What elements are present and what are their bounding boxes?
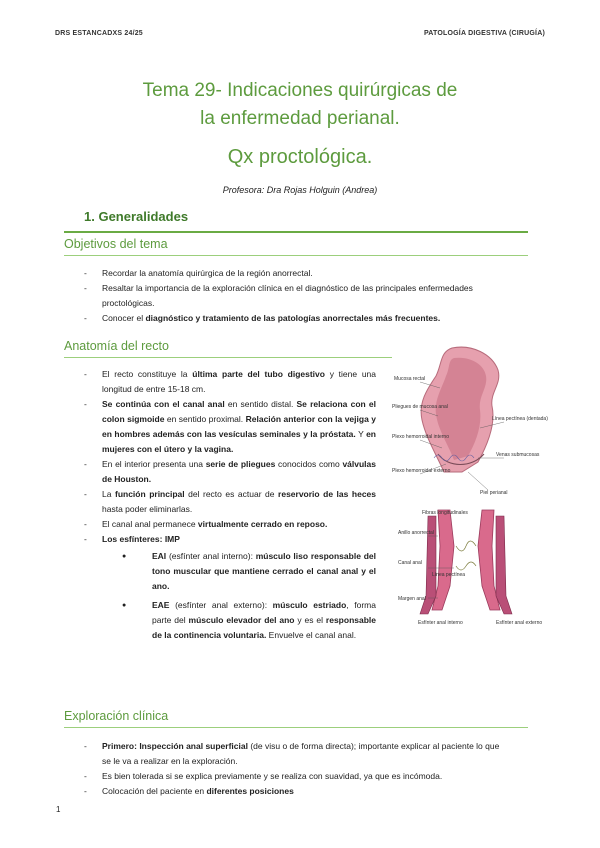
section-heading-generalidades: 1. Generalidades	[84, 209, 189, 224]
list-item: - La función principal del recto es actuar de reservorio de las heces hasta poder eliminarlas.	[64, 487, 376, 517]
rectum-anatomy-figure	[392, 344, 548, 496]
list-item: - Recordar la anatomía quirúrgica de la región anorrectal.	[64, 266, 504, 281]
fig2-label: Margen anal	[398, 596, 426, 602]
list-item: - En el interior presenta una serie de pliegues conocidos como válvulas de Houston.	[64, 457, 376, 487]
heading-objetivos: Objetivos del tema	[64, 237, 168, 251]
list-item: - Primero: Inspección anal superficial (de visu o de forma directa); importante explicar al paciente lo que se le va a realizar en la exploración.	[64, 739, 504, 769]
fig1-label: Venas submucosas	[496, 452, 540, 458]
list-item: - Los esfínteres: IMP ● EAI (esfínter anal interno): músculo liso responsable del tono muscular que mantiene cerrado el canal anal y el ano. ● EAE (esfínter anal externo): músculo estriado, forma parte del músculo elevador del ano y es el responsable de la continencia voluntaria. Envuelve el canal anal.	[64, 532, 376, 643]
list-item: - El recto constituye la última parte del tubo digestivo y tiene una longitud de entre 15-18 cm.	[64, 367, 376, 397]
heading-underline	[64, 255, 528, 256]
fig2-label: Canal anal	[398, 560, 422, 566]
fig2-label: Esfínter anal externo	[496, 620, 543, 626]
title-line-1: Tema 29- Indicaciones quirúrgicas de	[142, 80, 458, 101]
fig1-label: Plexo hemorroidal externo	[392, 468, 451, 474]
list-item: - Colocación del paciente en diferentes posiciones	[64, 784, 504, 799]
list-item: - Es bien tolerada si se explica previamente y se realiza con suavidad, ya que es incómoda.	[64, 769, 504, 784]
fig1-label: Mucosa rectal	[394, 376, 426, 382]
running-header-right: PATOLOGÍA DIGESTIVA (CIRUGÍA)	[423, 30, 545, 37]
heading-underline	[64, 727, 528, 728]
running-header-left: DRS ESTANCADXS 24/25	[55, 30, 143, 37]
page-number: 1	[56, 805, 61, 814]
title-line-2: la enfermedad perianal.	[200, 108, 400, 129]
anal-canal-figure	[398, 506, 543, 636]
fig1-label: Piel perianal	[480, 490, 508, 496]
heading-exploracion: Exploración clínica	[64, 709, 169, 723]
fig1-label: Plexo hemorroidal interno	[392, 434, 449, 440]
fig1-label: Pliegues de mucosa anal	[392, 404, 448, 410]
title-line-3: Qx proctológica.	[227, 146, 373, 168]
professor-line: Profesora: Dra Rojas Holguin (Andrea)	[222, 185, 378, 195]
section-divider	[64, 231, 528, 233]
list-item: - Resaltar la importancia de la exploración clínica en el diagnóstico de las principales enfermedades proctológicas.	[64, 281, 504, 311]
sphincter-eae: ● EAE (esfínter anal externo): músculo estriado, forma parte del músculo elevador del ano y es el responsable de la continencia voluntaria. Envuelve el canal anal.	[102, 598, 376, 643]
heading-underline	[64, 357, 404, 358]
sphincter-eai: ● EAI (esfínter anal interno): músculo liso responsable del tono muscular que mantiene cerrado el canal anal y el ano.	[102, 549, 376, 594]
list-item: - El canal anal permanece virtualmente cerrado en reposo.	[64, 517, 376, 532]
heading-anatomia: Anatomía del recto	[64, 339, 169, 353]
fig2-label: Anillo anorrectal	[398, 530, 434, 536]
objectives-list	[64, 266, 504, 326]
fig2-label: Esfínter anal interno	[418, 620, 463, 626]
fig2-label: Línea pectínea	[432, 572, 466, 578]
fig2-label: Fibras longitudinales	[422, 510, 468, 516]
exploration-list	[64, 739, 504, 799]
anatomy-list	[64, 367, 376, 647]
list-item: - Se continúa con el canal anal en sentido distal. Se relaciona con el colon sigmoide en sentido proximal. Relación anterior con la vejiga y en hombres además con las vesículas seminales y la próstata. Y en mujeres con el útero y la vagina.	[64, 397, 376, 457]
fig1-label: Línea pectínea (dentada)	[492, 416, 548, 422]
list-item: - Conocer el diagnóstico y tratamiento de las patologías anorrectales más frecuentes.	[64, 311, 504, 326]
